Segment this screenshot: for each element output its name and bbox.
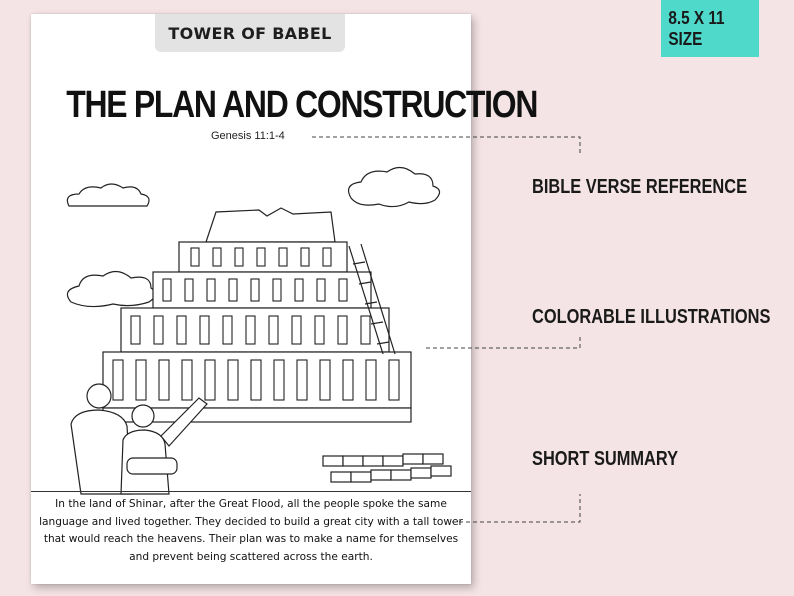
page-tag: TOWER OF BABEL <box>155 14 345 52</box>
tower-window <box>246 316 255 344</box>
size-badge-label: 8.5 X 11 SIZE <box>668 7 725 49</box>
tower-window <box>315 316 324 344</box>
bible-verse-reference: Genesis 11:1-4 <box>211 130 285 142</box>
tower-window <box>343 360 353 400</box>
tower-window <box>223 316 232 344</box>
tower-window <box>273 279 281 301</box>
size-badge <box>661 0 759 57</box>
tower-window <box>182 360 192 400</box>
tower-window <box>177 316 186 344</box>
callout-bible-verse-reference: BIBLE VERSE REFERENCE <box>532 176 748 198</box>
tower-window <box>113 360 123 400</box>
page-title: THE PLAN AND CONSTRUCTION <box>66 84 538 126</box>
tower-window <box>323 248 331 266</box>
cloud <box>67 184 149 206</box>
tower-illustration <box>31 154 471 494</box>
callout-colorable-illustrations: COLORABLE ILLUSTRATIONS <box>532 306 771 328</box>
tower-window <box>295 279 303 301</box>
tower-window <box>339 279 347 301</box>
short-summary: In the land of Shinar, after the Great Flood, all the people spoke the same language and lived together. They decided to build a great city with a tall tower that would reach the heavens. Their plan was to make a name for themselves and prevent being scattered across the earth. <box>31 491 471 584</box>
tower-window <box>131 316 140 344</box>
tower-window <box>389 360 399 400</box>
tower-window <box>163 279 171 301</box>
tower-window <box>317 279 325 301</box>
callout-short-summary: SHORT SUMMARY <box>532 448 679 470</box>
tower-window <box>207 279 215 301</box>
tower-window <box>257 248 265 266</box>
tower-window <box>269 316 278 344</box>
brick-pile <box>323 454 451 482</box>
tower-window <box>297 360 307 400</box>
tower-window <box>200 316 209 344</box>
tower-window <box>274 360 284 400</box>
tower-window <box>185 279 193 301</box>
tower-window <box>235 248 243 266</box>
leader-line <box>452 494 580 522</box>
tower-window <box>205 360 215 400</box>
tower-window <box>320 360 330 400</box>
tower-window <box>228 360 238 400</box>
tower-window <box>251 360 261 400</box>
tower-window <box>159 360 169 400</box>
tower-window <box>229 279 237 301</box>
cloud <box>349 167 440 206</box>
tower-window <box>366 360 376 400</box>
tower-window <box>251 279 259 301</box>
tower-window <box>361 316 370 344</box>
tower-window <box>136 360 146 400</box>
tower-top <box>206 208 335 242</box>
tower-window <box>191 248 199 266</box>
tower-window <box>292 316 301 344</box>
tower-window <box>279 248 287 266</box>
tower-window <box>213 248 221 266</box>
cloud <box>67 271 155 306</box>
tower-window <box>338 316 347 344</box>
tower-window <box>301 248 309 266</box>
coloring-page-preview <box>31 14 538 584</box>
tower-window <box>154 316 163 344</box>
